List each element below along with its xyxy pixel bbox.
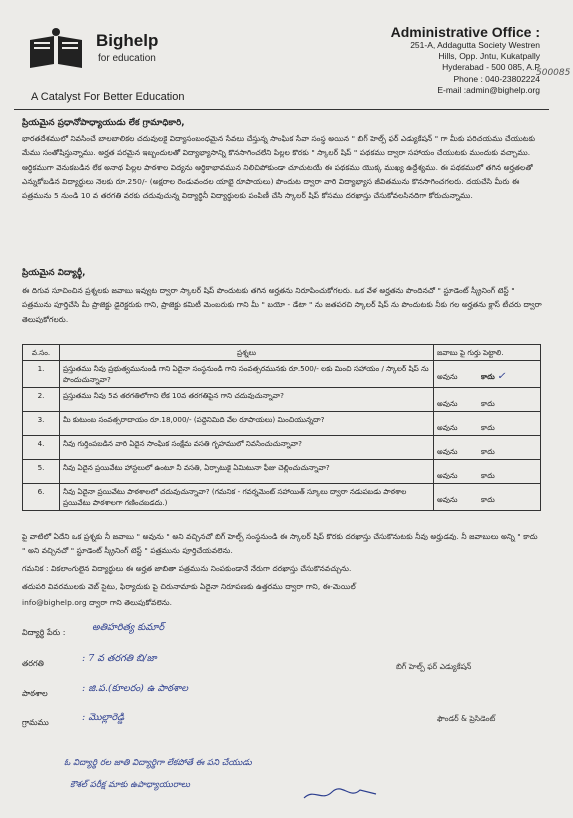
- table-row: [23, 460, 541, 484]
- yes-option[interactable]: అవును: [437, 399, 458, 408]
- table-row: [23, 436, 541, 460]
- intro-paragraph: భారతదేశములో నివసించే బాలబాలికల చదువులకై విద్యాసంబంధమైన సేవలు చేస్తున్న సాంఘిక సేవా సంస్థ అయిన " బిగ్ హెల్ప్ ఫర్ ఎడ్యుకేషన్ " గా మీకు పరిచయము చేయుటకు మేము సంతోషిస్తున్నాము. అర్హత పరమైన ఇబ్బందులతో విద్యాభ్యాసాన్ని కొనసాగించలేని పిల్లల కొరకు " స్కాలర్ షిప్ " పథకము ద్వారా సహాయం చేయుటకు ముందుకు వచ్చాము. ఆర్థికముగా వెనుకబడిన లేక అనాథ పిల్లల పాఠశాల విద్యను ఆర్థికాభావమున నిలిచిపోకుండా చూచుటయే ఈ పథకము యొక్క ముఖ్య ఉద్దేశ్యము. ఈ పథకములో తగిన అర్హతలతో ఎన్నుకోబడిన విద్యార్థులు నెలకు రూ.250/- (అక్షరాల రెండువందల యాభై రూపాయలు) పొందుట ద్వారా వారి విద్యాభ్యాస జీవితమును కొనసాగించగలరు. దయచేసి మీరు ఈ పత్రమును 5 నుండి 10 వ తరగతి వరకు చదువుచున్న విద్యార్థినీ విద్యార్థులకు పంపిణీ చేసి స్కాలర్ షిప్ కోసము దరఖాస్తు చేసుకోవలసినదిగా కోరుచున్నాము.: [22, 134, 536, 201]
- salutation-student: ప్రియమైన విద్యార్థీ,: [22, 268, 86, 278]
- contact-paragraph: తదుపరి వివరములకు వెబ్ సైటు, ఫిర్యాదుకు పై చిరునామాకు ఏదైనా నిరూపణకు ఉత్తరము ద్వారా గాని, ఈ-మెయిల్: [22, 582, 356, 591]
- row-number: 3.: [23, 412, 60, 436]
- founder-signature-label: ఫౌండర్ & ప్రెసిడెంట్: [437, 714, 496, 723]
- office-title: Administrative Office :: [390, 24, 540, 40]
- student-name-label: విద్యార్థి పేరు :: [22, 628, 66, 637]
- student-name-value[interactable]: అతిహరిత్య కుమార్: [92, 622, 165, 633]
- brand-name: Bighelp: [96, 31, 159, 50]
- bighelp-logo: [26, 26, 86, 70]
- village-label: గ్రామము: [22, 718, 49, 727]
- yes-option[interactable]: అవును: [437, 471, 458, 480]
- row-number: 4.: [23, 436, 60, 460]
- office-address-block: [310, 24, 540, 96]
- no-option[interactable]: కాదు: [481, 423, 495, 432]
- office-phone: Phone : 040-23802224: [453, 73, 540, 84]
- school-label: పాఠశాల: [22, 689, 48, 698]
- row-number: 1.: [23, 361, 60, 388]
- office-email: E-mail :admin@bighelp.org: [437, 84, 540, 95]
- row-question: మీ కుటుంబ సంవత్సరాదాయం రూ.18,000/- (పద్దెనిమిది వేల రూపాయలు) మించియున్నదా?: [60, 412, 434, 436]
- yes-option[interactable]: అవును: [437, 495, 458, 504]
- tagline: A Catalyst For Better Education: [31, 91, 185, 103]
- instructions-paragraph: ఈ దిగువ సూచించిన ప్రశ్నలకు జవాబు ఇవ్వుట ద్వారా స్కాలర్ షిప్ పొందుటకు తగిన అర్హతను నిరూపించుకోగలరు. ఒక వేళ అర్హతను పొందినచో " స్టూడెంట్ స్క్రీనింగ్ టెస్ట్ " పత్రమును పూర్తిచేసి మీ ప్రాజెక్టు డైరెక్టరుకు గాని, ప్రాజెక్టు కమిటీ మెంబరుకు గాని మీ " బయో - డేటా " ను జతపరచి స్కాలర్ షిప్ ను పొందుటకు నీకు గల అర్హతను క్లాస్ టీచరు ద్వారా తెలుపుకోగలరు.: [22, 286, 542, 324]
- col-header-answer: జవాబు పై గుర్తు పెట్టాలి.: [434, 345, 541, 361]
- yes-option[interactable]: అవును: [437, 372, 458, 381]
- row-number: 2.: [23, 388, 60, 412]
- brand-subtitle: for education: [98, 53, 156, 64]
- handwritten-note-1: ఓ విద్యార్థి రల జాతి విద్యార్థిగా లేకపోతే ఈ పని చేయుడు: [64, 758, 252, 768]
- table-row: [23, 388, 541, 412]
- signature-scribble-icon: [300, 784, 380, 804]
- header-divider: [14, 109, 549, 110]
- col-header-questions: ప్రశ్నలు: [60, 345, 434, 361]
- contact-email-line: info@bighelp.org ద్వారా గాని తెలుపుకోవలెను.: [22, 598, 173, 607]
- row-question: నీవు ఏదైన ప్రయివేటు హాస్టలులో ఉంటూ నీ వసతి, ఏర్పాటుకై ఏమిటునా ఫీజు చెల్లించుచున్నావా?: [60, 460, 434, 484]
- handwritten-note-2: కౌశల్ పరీక్ష మాకు ఉపాధ్యాయురాలు: [70, 780, 190, 790]
- handicapped-note: గమనిక : వికలాంగులైన విద్యార్థులు ఈ అర్హత జాబితా పత్రమును నింపకుండానే నేరుగా దరఖాస్తు చేసుకొనవచ్చును.: [22, 564, 352, 573]
- row-question: నీవు ఏదైనా ప్రయివేటు పాఠశాలలో చదువుచున్నావా? (గమనిక - గవర్నమెంట్ సహాయిత్ స్కూలు ద్వారా నడుపబడు పాఠశాల ప్రయివేటు పాఠశాలగా గణించబడదు.): [60, 484, 434, 511]
- village-value[interactable]: : మొల్లారెడ్డి: [82, 712, 125, 723]
- table-row: [23, 484, 541, 511]
- table-row: [23, 361, 541, 388]
- row-question: ప్రస్తుతము నీవు ప్రభుత్వమునుండి గాని ఏదైనా సంస్థనుండి గాని సంవత్సరమునకు రూ.500/- లకు మించి సహాయం / స్కాలర్ షిప్ ను పొందుచున్నావా?: [60, 361, 434, 388]
- class-label: తరగతి: [22, 659, 44, 668]
- row-question: ప్రస్తుతము నీవు 5వ తరగతిలోగాని లేక 10వ తరగతిపైన గాని చదువుచున్నావా?: [60, 388, 434, 412]
- row-number: 5.: [23, 460, 60, 484]
- no-option[interactable]: కాదు: [481, 495, 495, 504]
- school-value[interactable]: : జి.ప.(కూలరం) ఉ పాఠశాల: [82, 683, 189, 694]
- eligibility-table: [22, 344, 541, 511]
- office-line-2: Hills, Opp. Jntu, Kukatpally: [438, 51, 540, 62]
- salutation-headmaster: ప్రియమైన ప్రధానోపాధ్యాయుడు లేక గ్రామాధికారి,: [22, 118, 185, 128]
- no-option[interactable]: కాదు: [481, 447, 495, 456]
- answer-options: [434, 388, 541, 412]
- answer-options: [434, 484, 541, 511]
- table-header-row: [23, 345, 541, 361]
- office-line-3: Hyderabad - 500 085, A.P: [442, 62, 540, 73]
- answer-options: [434, 412, 541, 436]
- yes-option[interactable]: అవును: [437, 447, 458, 456]
- book-person-icon: [26, 26, 86, 70]
- office-line-1: 251-A, Addagutta Society Westren: [410, 40, 540, 50]
- answer-options: [434, 460, 541, 484]
- answer-options: [434, 436, 541, 460]
- no-option[interactable]: కాదు: [481, 399, 495, 408]
- table-row: [23, 412, 541, 436]
- no-option[interactable]: కాదు: [481, 471, 495, 480]
- answer-options: [434, 361, 541, 388]
- no-option[interactable]: కాదు ✓: [481, 371, 506, 382]
- row-question: నీవు గుర్తింపబడిన వారి ఏదైన సాంఘిక సంక్షేమ వసతి గృహములో నివసించుచున్నావా?: [60, 436, 434, 460]
- handwritten-pincode: 500085: [536, 68, 571, 78]
- note-paragraph: పై వాటిలో ఏదేని ఒక ప్రశ్నకు నీ జవాబు " అవును " అని వచ్చినచో బిగ్ హెల్ప్ సంస్థనుండి ఈ స్కాలర్ షిప్ కొరకు దరఖాస్తు చేసుకొనుటకు నీవు అర్హుడవు. నీ జవాబులు అన్ని " కాదు " అని వచ్చినచో " స్టూడెంట్ స్క్రీనింగ్ టెస్ట్ " పత్రమును పూర్తిచేయవలెను.: [22, 532, 538, 556]
- check-mark-icon: ✓: [497, 371, 506, 382]
- class-value[interactable]: : 7 వ తరగతి బి/జా: [82, 653, 157, 664]
- row-number: 6.: [23, 484, 60, 511]
- org-signature-label: బిగ్ హెల్ప్ ఫర్ ఎడ్యుకేషన్: [396, 662, 472, 671]
- yes-option[interactable]: అవును: [437, 423, 458, 432]
- col-header-number: వ.సం.: [23, 345, 60, 361]
